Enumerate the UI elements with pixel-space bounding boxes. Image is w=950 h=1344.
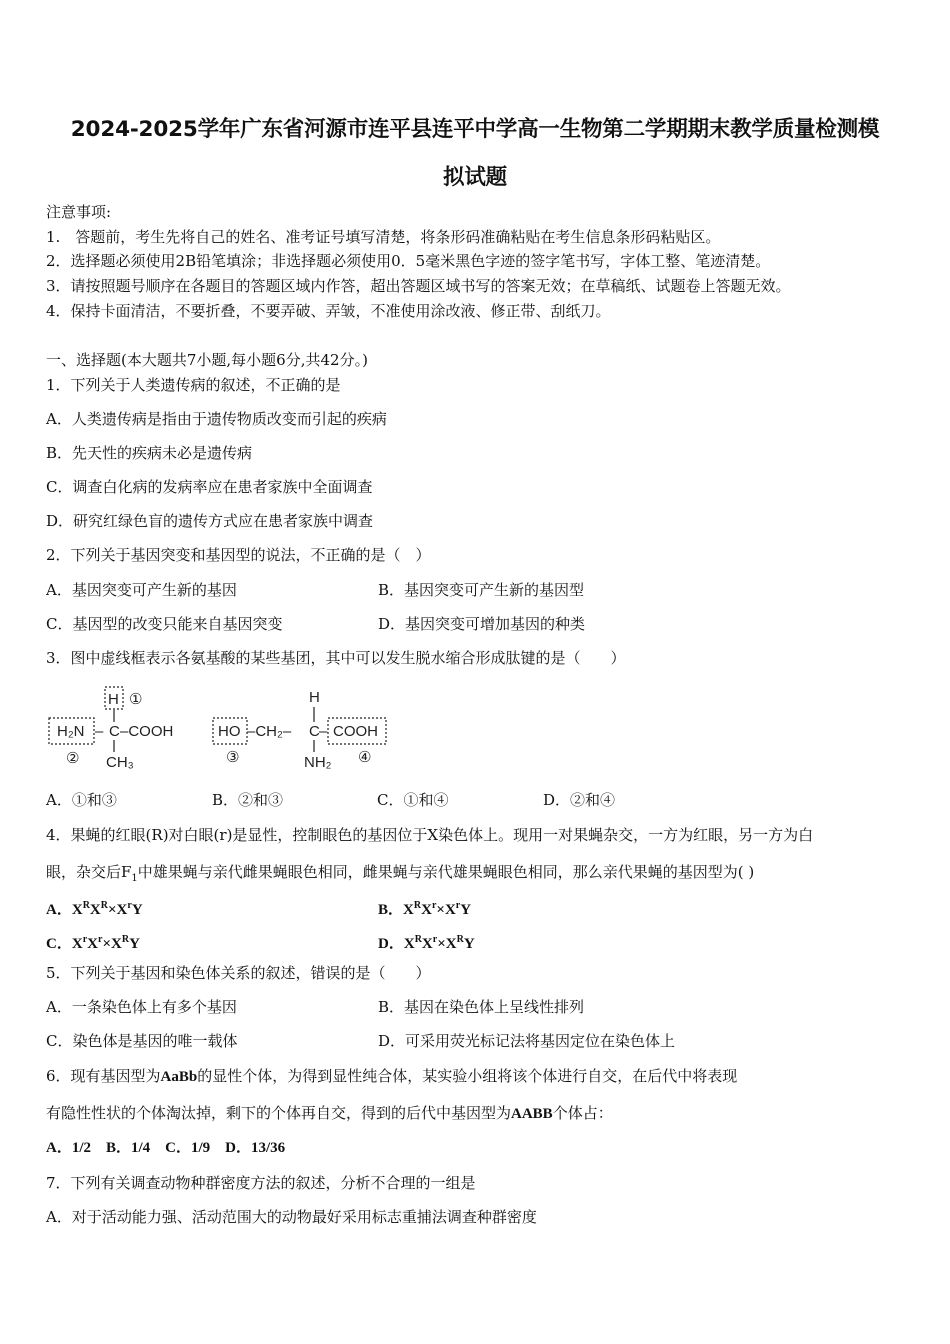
m2-h: H — [309, 689, 320, 706]
q7-option-a: A．对于活动能力强、活动范围大的动物最好采用标志重捕法调查种群密度 — [46, 1208, 537, 1226]
q4-b-s3: r — [455, 900, 461, 911]
q3-option-a: A．①和③ — [46, 791, 117, 809]
q4-c-p3: ×X — [102, 936, 122, 952]
q5-stem: 5．下列关于基因和染色体关系的叙述，错误的是（ ） — [46, 964, 431, 982]
q4-c-s3: R — [121, 934, 130, 945]
q4-d-label: D． — [378, 936, 404, 952]
q6-stem2-a: 有隐性性状的个体淘汰掉，剩下的个体再自交，得到的后代中基因型为 — [46, 1104, 512, 1122]
q6-stem1-a: 6．现有基因型为 — [46, 1067, 161, 1085]
q1-option-d: D．研究红绿色盲的遗传方式应在患者家族中调查 — [46, 512, 374, 530]
q4-option-d — [378, 930, 475, 954]
q3-option-b: B．②和③ — [212, 791, 284, 809]
m1-dash: – — [95, 723, 104, 740]
page-title-line2: 拟试题 — [443, 165, 507, 190]
q6-stem2-b: 个体占： — [552, 1104, 613, 1122]
q4-c-label: C． — [46, 936, 72, 952]
q1-stem: 1．下列关于人类遗传病的叙述，不正确的是 — [46, 376, 341, 394]
q4-d-p1: X — [403, 936, 415, 952]
q4-a-label: A． — [46, 902, 72, 918]
m2-amine: NH₂ — [304, 754, 332, 771]
q2-option-d: D．基因突变可增加基因的种类 — [378, 615, 586, 633]
q2-option-c: C．基因型的改变只能来自基因突变 — [46, 615, 283, 633]
m2-hydroxyl: HO — [218, 723, 241, 740]
m2-methylene: –CH₂– — [247, 723, 292, 740]
q4-stem-line2-a: 眼，杂交后F — [46, 863, 132, 881]
q4-c-s1: r — [82, 934, 88, 945]
notice-item-2: 2．选择题必须使用2B铅笔填涂；非选择题必须使用0．5毫米黑色字迹的签字笔书写，字体工整、笔迹清楚。 — [46, 252, 771, 270]
m2-carboxyl: COOH — [333, 723, 378, 740]
q3-option-c: C．①和④ — [377, 791, 449, 809]
q6-stem2-genotype: AABB — [511, 1106, 553, 1122]
m1-amine: H₂N — [57, 723, 85, 740]
section-heading: 一、选择题(本大题共7小题,每小题6分,共42分。) — [46, 351, 368, 369]
q6-options: A．1/2 B．1/4 C．1/9 D．13/36 — [46, 1140, 286, 1156]
m1-circle-2: ② — [66, 750, 80, 767]
q4-d-s2: r — [432, 934, 438, 945]
q4-d-p2: X — [421, 936, 433, 952]
q2-stem: 2．下列关于基因突变和基因型的说法，不正确的是（ ） — [46, 546, 431, 564]
q4-b-label: B． — [378, 902, 404, 918]
q4-b-p4: Y — [460, 902, 472, 918]
m2-carbon: C — [309, 723, 320, 740]
q4-a-p3: ×X — [108, 902, 128, 918]
notice-item-1: 1. 答题前，考生先将自己的姓名、准考证号填写清楚，将条形码准确粘贴在考生信息条形码粘贴区。 — [46, 228, 721, 246]
q1-option-b: B．先天性的疾病未必是遗传病 — [46, 444, 253, 462]
q4-d-s3: R — [456, 934, 464, 945]
q4-a-s3: r — [127, 900, 132, 911]
q4-option-b — [378, 896, 471, 920]
m1-h: H — [108, 691, 119, 708]
q5-option-c: C．染色体是基因的唯一载体 — [46, 1032, 238, 1050]
q6-stem1-genotype: AaBb — [160, 1069, 198, 1085]
m1-circle-1: ① — [129, 691, 143, 708]
q2-option-a: A．基因突变可产生新的基因 — [46, 581, 237, 599]
q4-stem-line2-sub: 1 — [131, 873, 138, 884]
notice-heading: 注意事项: — [46, 203, 112, 221]
q4-option-a — [46, 896, 143, 920]
q4-b-p3: ×X — [436, 902, 456, 918]
q4-a-p4: Y — [131, 902, 143, 918]
q4-b-s2: r — [431, 900, 437, 911]
q4-a-p2: X — [89, 902, 101, 918]
q4-c-s2: r — [97, 934, 103, 945]
q6-stem1-b: 的显性个体，为得到显性纯合体，某实验小组将该个体进行自交，在后代中将表现 — [197, 1067, 738, 1085]
m2-dash: – — [319, 723, 328, 740]
q4-stem-line2-b: 中雄果蝇与亲代雌果蝇眼色相同，雌果蝇与亲代雄果蝇眼色相同，那么亲代果蝇的基因型为( ) — [137, 863, 755, 881]
amino-acid-2 — [213, 689, 386, 771]
q4-c-p2: X — [87, 936, 98, 952]
q4-c-p4: Y — [129, 936, 140, 952]
m1-carbon: C — [109, 723, 120, 740]
q3-option-d: D．②和④ — [543, 791, 616, 809]
q1-option-c: C．调查白化病的发病率应在患者家族中全面调查 — [46, 478, 373, 496]
q4-b-p2: X — [421, 902, 432, 918]
amino-acid-1 — [49, 687, 173, 771]
page-title-line1: 2024-2025学年广东省河源市连平县连平中学高一生物第二学期期末教学质量检测模 — [70, 117, 880, 142]
q4-d-p3: ×X — [437, 936, 457, 952]
q4-option-c — [46, 930, 140, 954]
q4-b-s1: R — [413, 900, 422, 911]
amino-acid-figure — [46, 682, 406, 774]
notice-item-4: 4．保持卡面清洁，不要折叠，不要弄破、弄皱，不准使用涂改液、修正带、刮纸刀。 — [46, 302, 611, 320]
q4-stem-line1: 4．果蝇的红眼(R)对白眼(r)是显性，控制眼色的基因位于X染色体上。现用一对果蝇杂交，一方为红眼，另一方为白 — [46, 826, 814, 844]
q4-b-p1: X — [403, 902, 414, 918]
q2-option-b: B．基因突变可产生新的基因型 — [378, 581, 585, 599]
q4-c-p1: X — [71, 936, 83, 952]
q4-a-p1: X — [71, 902, 83, 918]
m1-cooh: –COOH — [120, 723, 174, 740]
q5-option-a: A．一条染色体上有多个基因 — [46, 998, 237, 1016]
q6-stem-line1 — [46, 1066, 737, 1087]
q4-d-s1: R — [414, 934, 422, 945]
q1-option-a: A．人类遗传病是指由于遗传物质改变而引起的疾病 — [46, 410, 387, 428]
q3-stem: 3．图中虚线框表示各氨基酸的某些基团，其中可以发生脱水缩合形成肽键的是（ ） — [46, 649, 626, 667]
q5-option-d: D．可采用荧光标记法将基因定位在染色体上 — [378, 1032, 676, 1050]
q4-a-s2: R — [100, 900, 108, 911]
q5-option-b: B．基因在染色体上呈线性排列 — [378, 998, 585, 1016]
q4-a-s1: R — [82, 900, 90, 911]
q4-d-p4: Y — [463, 936, 475, 952]
m2-circle-3: ③ — [226, 749, 240, 766]
notice-item-3: 3．请按照题号顺序在各题目的答题区域内作答，超出答题区域书写的答案无效；在草稿纸、试题卷上答题无效。 — [46, 277, 791, 295]
q7-stem: 7．下列有关调查动物种群密度方法的叙述，分析不合理的一组是 — [46, 1174, 476, 1192]
q4-stem-line2 — [46, 862, 754, 889]
m1-methyl: CH₃ — [106, 754, 134, 771]
m2-circle-4: ④ — [358, 749, 372, 766]
q6-stem-line2 — [46, 1103, 613, 1124]
